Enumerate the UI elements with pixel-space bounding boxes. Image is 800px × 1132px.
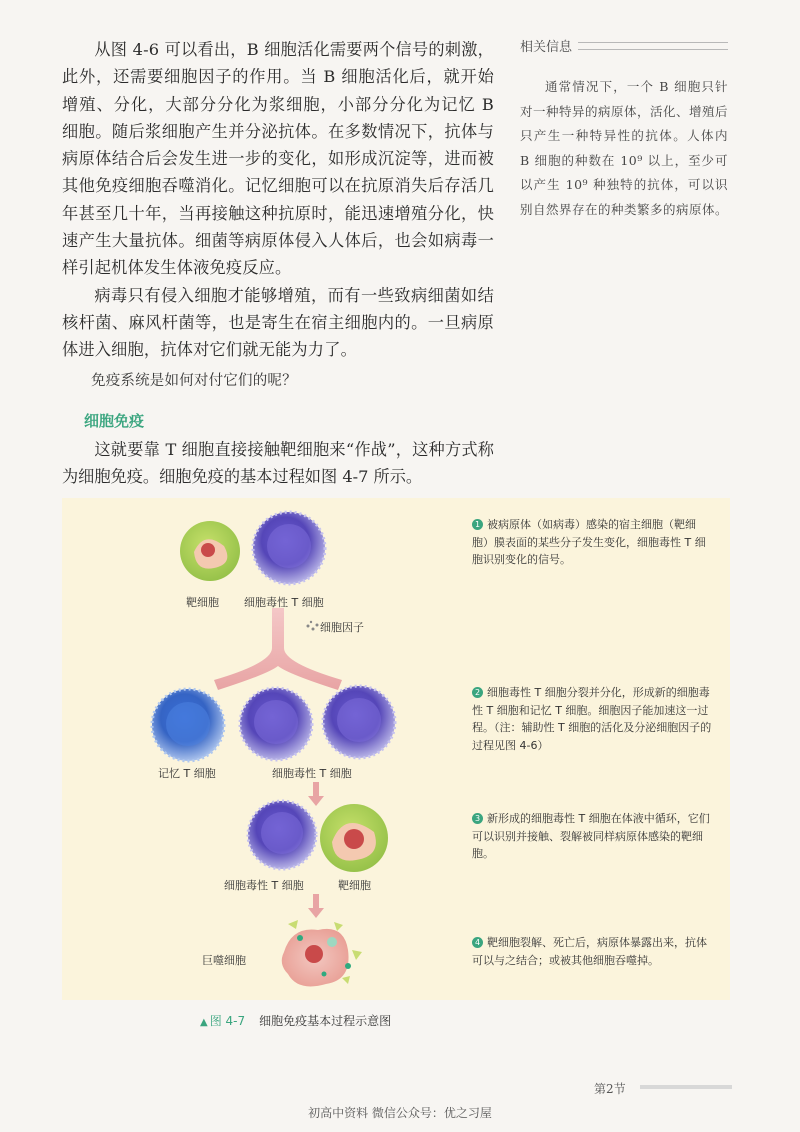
label-macrophage: 巨噬细胞 [202, 954, 246, 967]
step-text-3: 新形成的细胞毒性 T 细胞在体液中循环，它们可以识别并接触、裂解被同样病原体感染的靶细胞。 [472, 812, 710, 860]
caption-text: 细胞免疫基本过程示意图 [259, 1014, 392, 1028]
figure-panel [62, 498, 730, 1000]
down-arrow-2 [308, 894, 324, 918]
step-3 [472, 810, 712, 863]
label-target-cell-2: 靶细胞 [338, 879, 371, 892]
section-text [62, 436, 494, 491]
sidebar-title-text: 相关信息 [520, 40, 573, 55]
label-target-cell: 靶细胞 [186, 596, 219, 609]
label-cytokine: 细胞因子 [320, 621, 364, 634]
cytokine-dots [307, 621, 319, 631]
step-number-4: 4 [472, 937, 483, 948]
sidebar-title-rule [578, 42, 728, 50]
figure-caption [200, 1012, 391, 1029]
sidebar-title [520, 36, 728, 55]
caption-number: 图 4-7 [209, 1014, 246, 1028]
sidebar-body: 通常情况下，一个 B 细胞只针对一种特异的病原体，活化、增殖后只产生一种特异性的抗体。人体内 B 细胞的种数在 10⁹ 以上，至少可以产生 10⁹ 种独特的抗体，可以识别自然界存在的种类繁多的病原体。 [520, 79, 729, 217]
target-cell-1 [180, 521, 240, 581]
step-text-1: 被病原体（如病毒）感染的宿主细胞（靶细胞）膜表面的某些分子发生变化，细胞毒性 T 细胞识别变化的信号。 [472, 518, 706, 566]
question-line: 免疫系统是如何对付它们的呢？ [91, 372, 297, 389]
section-paragraph: 这就要靠 T 细胞直接接触靶细胞来“作战”，这种方式称为细胞免疫。细胞免疫的基本过程如图 4-7 所示。 [62, 440, 494, 487]
label-cytotoxic-t-2: 细胞毒性 T 细胞 [272, 767, 352, 780]
cytotoxic-t-cell-3 [248, 801, 316, 869]
macrophage-cell [282, 929, 349, 987]
label-cytotoxic-t-1: 细胞毒性 T 细胞 [244, 596, 324, 609]
caption-triangle-icon: ▲ [200, 1017, 208, 1028]
step-number-1: 1 [472, 519, 483, 530]
footer-section-label: 第2节 [594, 1082, 626, 1096]
footer-bar [640, 1085, 732, 1089]
cytotoxic-t-cell-1 [253, 512, 325, 584]
step-4 [472, 934, 712, 969]
watermark: 初高中资料 微信公众号：优之习屋 [308, 1106, 492, 1120]
cytotoxic-t-cell-2b [323, 686, 395, 758]
step-text-2: 细胞毒性 T 细胞分裂并分化，形成新的细胞毒性 T 细胞和记忆 T 细胞。细胞因子能加速这一过程。（注：辅助性 T 细胞的活化及分泌细胞因子的过程见图 4-6） [472, 686, 712, 752]
section-heading: 细胞免疫 [84, 412, 145, 430]
label-memory-t: 记忆 T 细胞 [158, 767, 216, 780]
paragraph-2: 病毒只有侵入细胞才能够增殖，而有一些致病细菌如结核杆菌、麻风杆菌等，也是寄生在宿主细胞内的。一旦病原体进入细胞，抗体对它们就无能为力了。 [62, 285, 494, 360]
target-cell-2 [320, 804, 388, 872]
down-arrow-1 [308, 782, 324, 806]
step-text-4: 靶细胞裂解、死亡后，病原体暴露出来，抗体可以与之结合；或被其他细胞吞噬掉。 [472, 936, 707, 967]
step-1 [472, 516, 712, 569]
step-number-2: 2 [472, 687, 483, 698]
memory-t-cell [152, 689, 224, 761]
main-text [62, 36, 494, 395]
step-2 [472, 684, 712, 754]
related-info-sidebar [520, 36, 728, 222]
paragraph-1: 从图 4-6 可以看出，B 细胞活化需要两个信号的刺激，此外，还需要细胞因子的作用。当 B 细胞活化后，就开始增殖、分化，大部分分化为浆细胞，小部分分化为记忆 B 细胞。随后浆细胞产生并分泌抗体。在多数情况下，抗体与病原体结合后会发生进一步的变化，如形成沉淀等，进而被其他免疫细胞吞噬消化。记忆细胞可以在抗原消失后存活几年甚至几十年，当再接触这种抗原时，能迅速增殖分化，快速产生大量抗体。细菌等病原体侵入人体后，也会如病毒一样引起机体发生体液免疫反应。 [62, 40, 494, 278]
label-cytotoxic-t-3: 细胞毒性 T 细胞 [224, 879, 304, 892]
cytotoxic-t-cell-2a [240, 688, 312, 760]
step-number-3: 3 [472, 813, 483, 824]
